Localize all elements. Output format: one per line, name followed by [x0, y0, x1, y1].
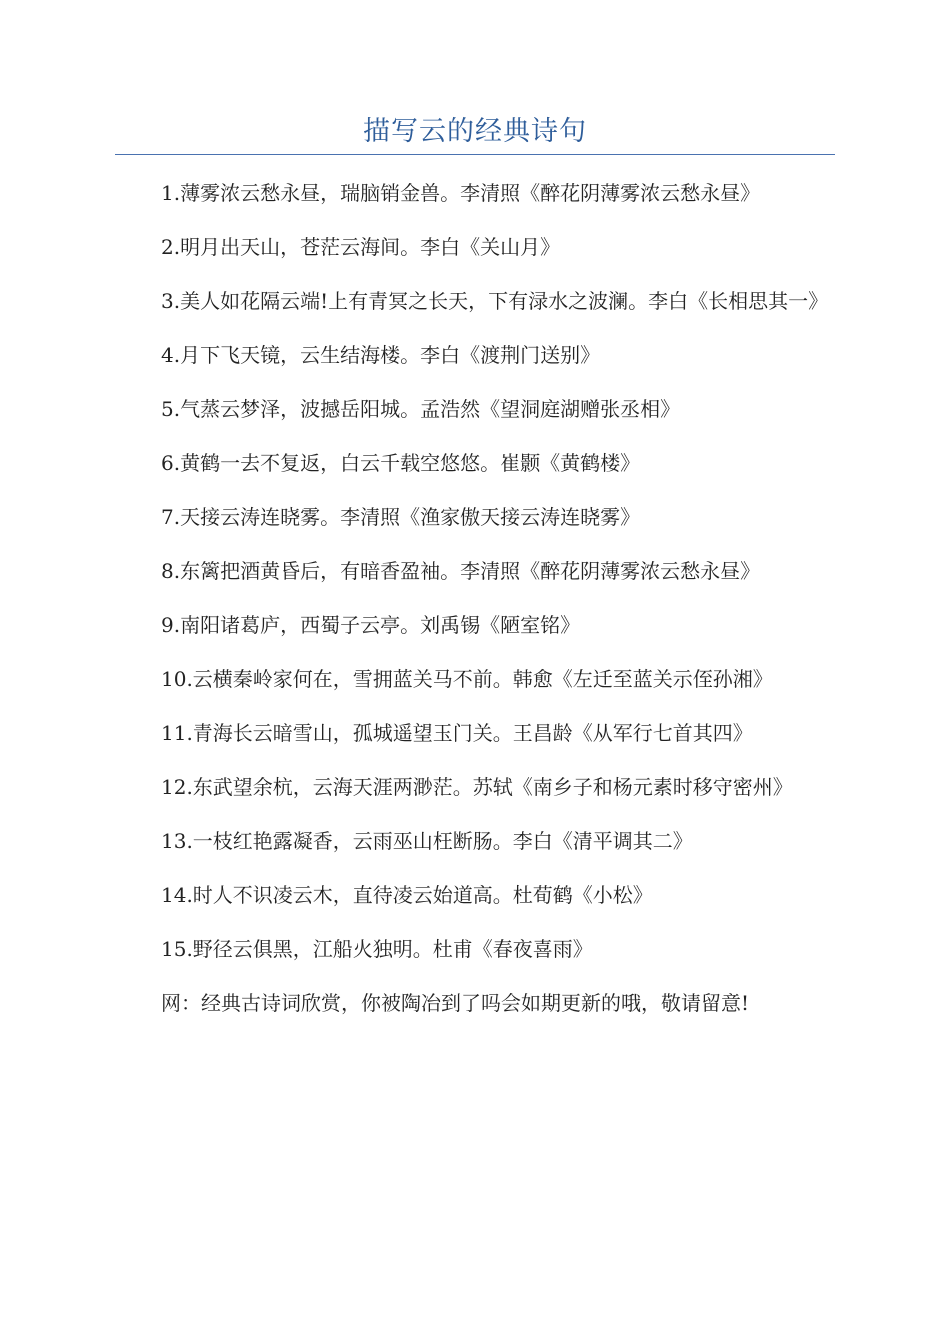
poem-line-13: 13.一枝红艳露凝香，云雨巫山枉断肠。李白《清平调其二》	[161, 829, 693, 853]
poem-line-14: 14.时人不识凌云木，直待凌云始道高。杜荀鹤《小松》	[161, 883, 653, 907]
closing-note: 网：经典古诗词欣赏，你被陶冶到了吗会如期更新的哦，敬请留意!	[161, 991, 750, 1015]
poem-line-2: 2.明月出天山，苍茫云海间。李白《关山月》	[161, 235, 561, 259]
document-title: 描写云的经典诗句	[363, 116, 587, 147]
document-body	[115, 174, 829, 1038]
poem-line-5: 5.气蒸云梦泽，波撼岳阳城。孟浩然《望洞庭湖赠张丞相》	[161, 397, 681, 421]
poem-line-6: 6.黄鹤一去不复返，白云千载空悠悠。崔颢《黄鹤楼》	[161, 451, 641, 475]
title-underline	[115, 154, 835, 155]
poem-line-9: 9.南阳诸葛庐，西蜀子云亭。刘禹锡《陋室铭》	[161, 613, 581, 637]
poem-line-1: 1.薄雾浓云愁永昼，瑞脑销金兽。李清照《醉花阴薄雾浓云愁永昼》	[161, 181, 761, 205]
poem-line-11: 11.青海长云暗雪山，孤城遥望玉门关。王昌龄《从军行七首其四》	[161, 721, 753, 745]
poem-line-10: 10.云横秦岭家何在，雪拥蓝关马不前。韩愈《左迁至蓝关示侄孙湘》	[161, 667, 773, 691]
poem-line-3: 3.美人如花隔云端!上有青冥之长天，下有渌水之波澜。李白《长相思其一》	[161, 289, 829, 313]
poem-line-12: 12.东武望余杭，云海天涯两渺茫。苏轼《南乡子和杨元素时移守密州》	[161, 775, 793, 799]
poem-line-4: 4.月下飞天镜，云生结海楼。李白《渡荆门送别》	[161, 343, 601, 367]
poem-line-8: 8.东篱把酒黄昏后，有暗香盈袖。李清照《醉花阴薄雾浓云愁永昼》	[161, 559, 761, 583]
poem-line-15: 15.野径云俱黑，江船火独明。杜甫《春夜喜雨》	[161, 937, 593, 961]
poem-line-7: 7.天接云涛连晓雾。李清照《渔家傲天接云涛连晓雾》	[161, 505, 641, 529]
